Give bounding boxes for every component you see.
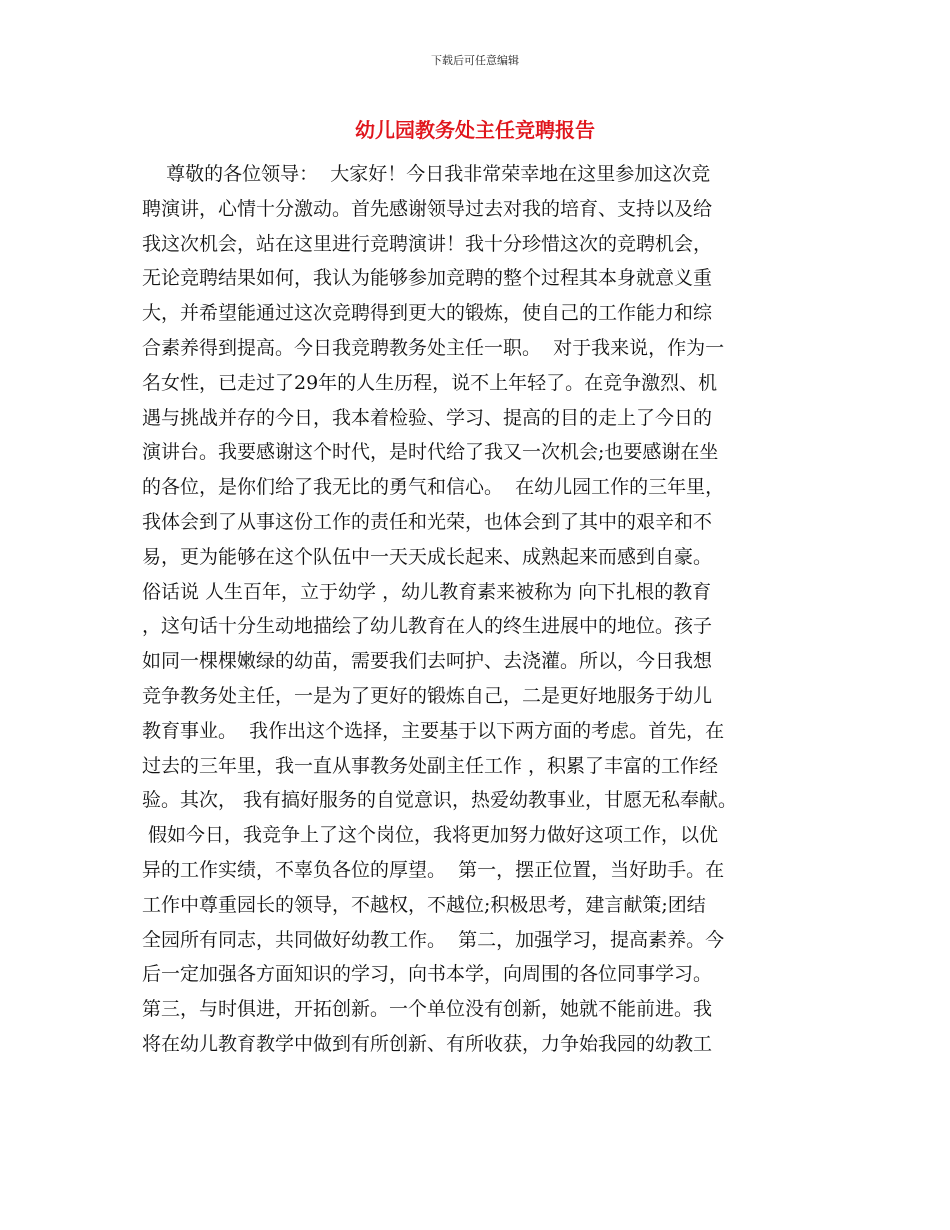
- body-line: 异的工作实绩，不辜负各位的厚望。 第一，摆正位置，当好助手。在: [142, 858, 725, 881]
- body-line: ，这句话十分生动地描绘了幼儿教育在人的终生进展中的地位。孩子: [142, 615, 713, 638]
- body-line: 教育事业。 我作出这个选择，主要基于以下两方面的考虑。首先，在: [142, 719, 725, 742]
- document-body: [142, 157, 822, 1062]
- body-line: 过去的三年里，我一直从事教务处副主任工作 ，积累了丰富的工作经: [142, 754, 719, 777]
- body-line: 名女性，已走过了29年的人生历程，说不上年轻了。在竞争激烈、机: [142, 371, 718, 394]
- body-line: 易，更为能够在这个队伍中一天天成长起来、成熟起来而感到自豪。: [142, 545, 713, 568]
- body-line: 全园所有同志，共同做好幼教工作。 第二，加强学习，提高素养。今: [142, 928, 725, 951]
- body-line: 大，并希望能通过这次竞聘得到更大的锻炼，使自己的工作能力和综: [142, 302, 713, 325]
- body-line: 将在幼儿教育教学中做到有所创新、有所收获，力争始我园的幼教工: [142, 1032, 713, 1055]
- body-line: 合素养得到提高。今日我竞聘教务处主任一职。 对于我来说，作为一: [142, 336, 725, 359]
- body-line: 后一定加强各方面知识的学习，向书本学，向周围的各位同事学习。: [142, 963, 713, 986]
- body-line: 演讲台。我要感谢这个时代，是时代给了我又一次机会;也要感谢在坐: [142, 441, 719, 464]
- body-line: 竞争教务处主任，一是为了更好的锻炼自己，二是更好地服务于幼儿: [142, 684, 713, 707]
- header-note: 下载后可任意编辑: [431, 54, 519, 67]
- body-line: 假如今日，我竞争上了这个岗位，我将更加努力做好这项工作，以优: [142, 824, 719, 847]
- body-line: 俗话说 人生百年，立于幼学 ，幼儿教育素来被称为 向下扎根的教育: [142, 580, 712, 603]
- body-line: 的各位，是你们给了我无比的勇气和信心。 在幼儿园工作的三年里，: [142, 476, 725, 499]
- body-line: 聘演讲，心情十分激动。首先感谢领导过去对我的培育、支持以及给: [142, 197, 713, 220]
- body-line: 验。其次， 我有搞好服务的自觉意识，热爱幼教事业，甘愿无私奉献。: [142, 789, 738, 812]
- body-line: 工作中尊重园长的领导，不越权，不越位;积极思考，建言献策;团结: [142, 893, 706, 916]
- body-line: 我体会到了从事这份工作的责任和光荣，也体会到了其中的艰辛和不: [142, 510, 713, 533]
- body-line: 第三，与时俱进，开拓创新。一个单位没有创新，她就不能前进。我: [142, 998, 713, 1021]
- body-line: 尊敬的各位领导： 大家好！今日我非常荣幸地在这里参加这次竞: [142, 163, 711, 185]
- body-line: 我这次机会，站在这里进行竞聘演讲！我十分珍惜这次的竞聘机会，: [142, 232, 713, 255]
- body-line: 无论竞聘结果如何，我认为能够参加竞聘的整个过程其本身就意义重: [142, 267, 713, 290]
- body-line: 遇与挑战并存的今日，我本着检验、学习、提高的目的走上了今日的: [142, 406, 713, 429]
- body-line: 如同一棵棵嫩绿的幼苗，需要我们去呵护、去浇灌。所以，今日我想: [142, 650, 713, 673]
- document-title: 幼儿园教务处主任竞聘报告: [355, 118, 595, 142]
